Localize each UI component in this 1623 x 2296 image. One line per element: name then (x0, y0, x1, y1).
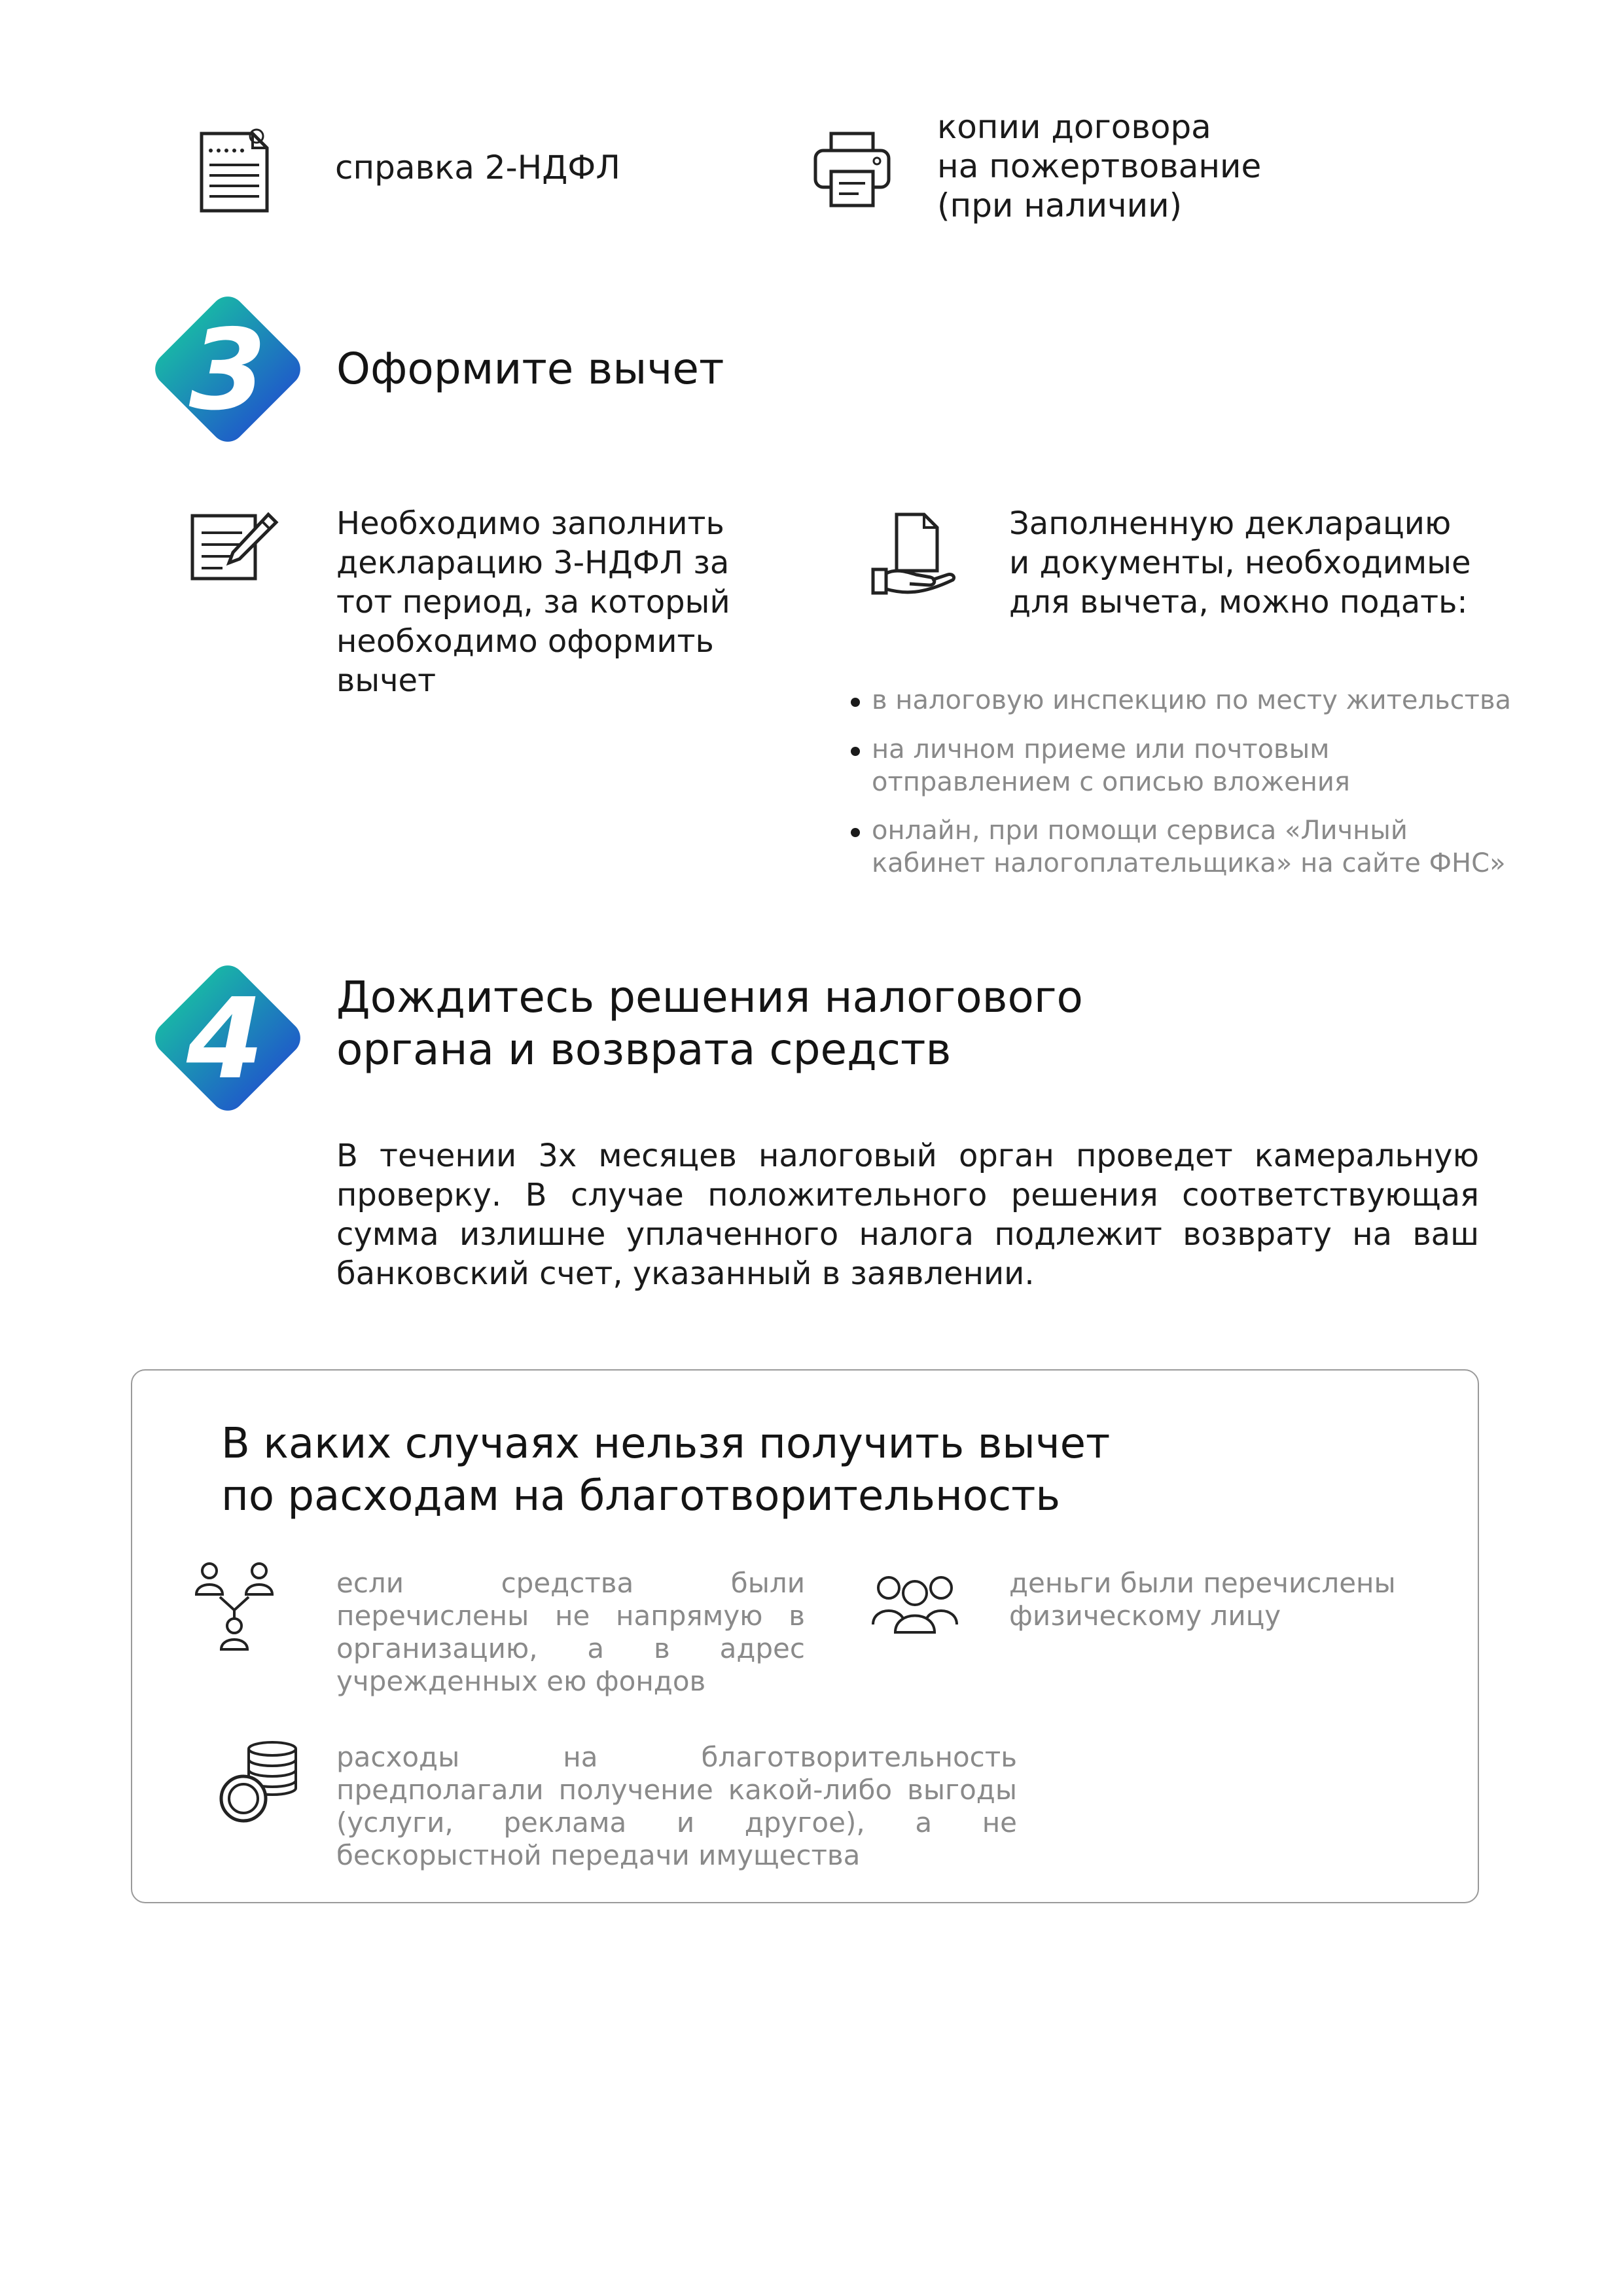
submit-option-2-line-1: на личном приеме или почтовым (872, 734, 1330, 764)
step-4-badge (144, 954, 312, 1122)
step-3-left-line-2: декларацию 3-НДФЛ за (336, 545, 730, 581)
bullet-dot-2 (851, 747, 860, 756)
step-3-title: Оформите вычет (336, 344, 724, 394)
contract-line-2: на пожертвование (937, 147, 1262, 185)
hand-with-document-icon (870, 512, 957, 597)
submit-option-3-line-1: онлайн, при помощи сервиса «Личный (872, 816, 1408, 846)
bullet-dot-3 (851, 828, 860, 837)
exclusion-funds: если средства были перечислены не напрямую в организацию, а в адрес учрежденных ею фондов (336, 1567, 805, 1697)
form-with-pen-icon (190, 511, 279, 583)
document-item-contract (937, 107, 1261, 225)
submit-option-2-line-2: отправлением с описью вложения (872, 767, 1350, 797)
exclusions-title (221, 1418, 1110, 1522)
submit-option-3 (872, 814, 1506, 880)
organization-structure-icon (194, 1562, 275, 1651)
exclusion-individual-line-1: деньги были перечислены (1009, 1567, 1396, 1599)
submit-option-3-line-2: кабинет налогоплательщика» на сайте ФНС» (872, 848, 1506, 878)
step-3-right-line-2: и документы, необходимые (1009, 545, 1471, 581)
document-list-icon (196, 124, 275, 216)
group-of-people-icon (870, 1571, 959, 1634)
step-4-number: 4 (186, 975, 264, 1104)
step-3-left-line-5: вычет (336, 662, 437, 699)
bullet-dot-1 (851, 698, 860, 707)
exclusion-benefit: расходы на благотворительность предполагали получение какой-либо выгоды (услуги, реклама и другое), а не бескорыстной передачи имущества (336, 1741, 1017, 1871)
submit-option-1-line-1: в налоговую инспекцию по месту жительства (872, 685, 1512, 715)
printer-icon (812, 128, 893, 209)
coins-stack-icon (219, 1740, 301, 1825)
contract-line-1: копии договора (937, 108, 1211, 146)
step-3-left-text (336, 504, 742, 700)
step-3-left-line-3: тот период, за который (336, 584, 730, 620)
step-3-number: 3 (188, 306, 267, 435)
step-3-badge (144, 285, 312, 453)
step-3-right-text (1009, 504, 1487, 622)
exclusion-individual (1009, 1567, 1396, 1632)
step-4-title-line-1: Дождитесь решения налогового (336, 972, 1083, 1022)
exclusion-individual-line-2: физическому лицу (1009, 1600, 1281, 1632)
contract-line-3: (при наличии) (937, 187, 1183, 224)
document-item-2ndfl: справка 2-НДФЛ (335, 149, 620, 187)
exclusions-title-line-1: В каких случаях нельзя получить вычет (221, 1420, 1111, 1468)
step-3-right-line-1: Заполненную декларацию (1009, 505, 1452, 542)
exclusions-title-line-2: по расходам на благотворительность (221, 1472, 1061, 1520)
submit-option-1 (872, 684, 1511, 717)
step-4-title (336, 971, 1083, 1076)
step-3-right-line-3: для вычета, можно подать: (1009, 584, 1468, 620)
step-3-left-line-1: Необходимо заполнить (336, 505, 724, 542)
step-3-left-line-4: необходимо оформить (336, 623, 714, 660)
submit-option-2 (872, 733, 1350, 798)
step-4-title-line-2: органа и возврата средств (336, 1024, 952, 1075)
step-4-description: В течении 3х месяцев налоговый орган проведет камеральную проверку. В случае положительного решения соответствующая сумма излишне уплаченного налога подлежит возврату на ваш банковский счет, указанный в заявлении. (336, 1138, 1479, 1292)
